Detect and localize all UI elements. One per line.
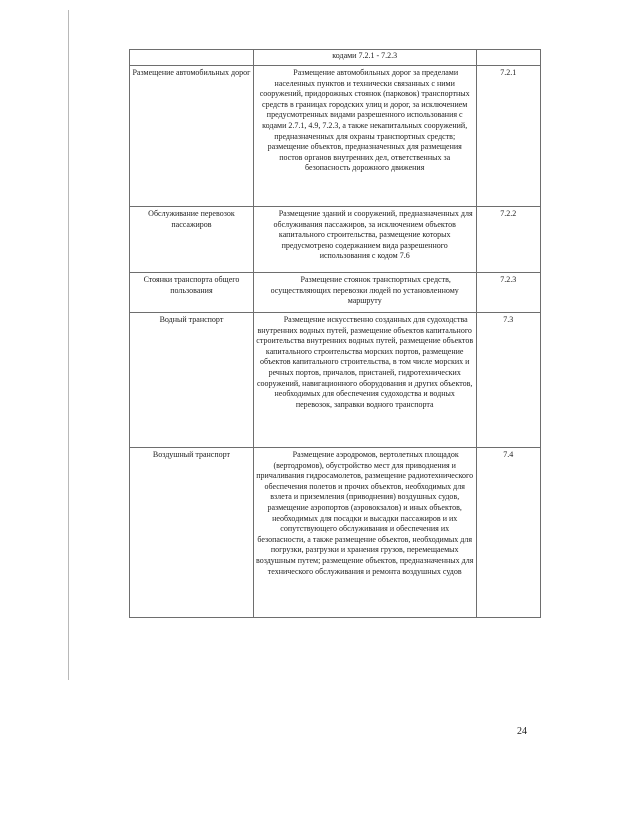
table-row [130,273,541,313]
table-row-continuation [130,50,541,66]
description-text: Размещение автомобильных дорог за пределами населенных пунктов и технически связанных с ними сооружений, придорожных стоянок (парковок) транспортных средств в границах городских улиц и дорог, за исключением предусмотренных видами разрешенного использования с кодами 2.7.1, 4.9, 7.2.3, а также некапитальных сооружений, предназначенных для охраны транспортных средств; размещение объектов, предназначенных для размещения постов органов внутренних дел, ответственных за безопасность дорожного движения [259,68,470,173]
cell-use-code: 7.2.2 [476,207,540,273]
table-row [130,207,541,273]
cell-use-description [253,273,476,313]
description-text: Размещение аэродромов, вертолетных площадок (вертодромов), обустройство мест для приводнения и причаливания гидросамолетов, размещение радиотехнического обеспечения полетов и прочих объектов, необходимых для взлета и приземления (приводнения) воздушных судов, размещение аэропортов (аэровокзалов) и иных объектов, необходимых для посадки и высадки пассажиров и их сопутствующего обслуживания и обеспечения их безопасности, а также размещение объектов, необходимых для погрузки, разгрузки и хранения грузов, перемещаемых воздушным путем; размещение объектов, предназначенных для технического обслуживания и ремонта воздушных судов [256,450,474,576]
land-use-table [129,49,541,618]
cell-use-code: 7.3 [476,313,540,448]
table-row [130,313,541,448]
table-row [130,448,541,618]
cell-use-description [253,448,476,618]
cell-use-code: 7.2.1 [476,66,540,207]
cell-continuation: кодами 7.2.1 - 7.2.3 [253,50,476,66]
cell-empty [130,50,254,66]
description-text: Размещение зданий и сооружений, предназначенных для обслуживания пассажиров, за исключением объектов капитального строительства, размещение которых предусмотрено содержанием вида разрешенного использования с кодом 7.6 [273,209,473,261]
cell-use-description [253,66,476,207]
description-text: Размещение стоянок транспортных средств, осуществляющих перевозки людей по установленному маршруту [270,275,459,306]
cell-use-code: 7.2.3 [476,273,540,313]
description-text: Размещение искусственно созданных для судоходства внутренних водных путей, размещение объектов капитального строительства внутренних водных путей, размещение объектов капитального строительства морских портов, размещение объектов капитального строительства, в том числе морских и речных портов, причалов, пристаней, гидротехнических сооружений, навигационного оборудования и других объектов, необходимых для обеспечения судоходства и водных перевозок, заправки водного транспорта [256,315,474,409]
scan-edge-line [68,10,69,680]
cell-empty [476,50,540,66]
cell-use-name: Воздушный транспорт [130,448,254,618]
cell-use-code: 7.4 [476,448,540,618]
cell-use-name: Обслуживание перевозок пассажиров [130,207,254,273]
cell-use-description [253,207,476,273]
cell-use-name: Размещение автомобильных дорог [130,66,254,207]
cell-use-name: Водный транспорт [130,313,254,448]
cell-use-name: Стоянки транспорта общего пользования [130,273,254,313]
cell-use-description [253,313,476,448]
page-number: 24 [517,726,527,737]
table-row [130,66,541,207]
